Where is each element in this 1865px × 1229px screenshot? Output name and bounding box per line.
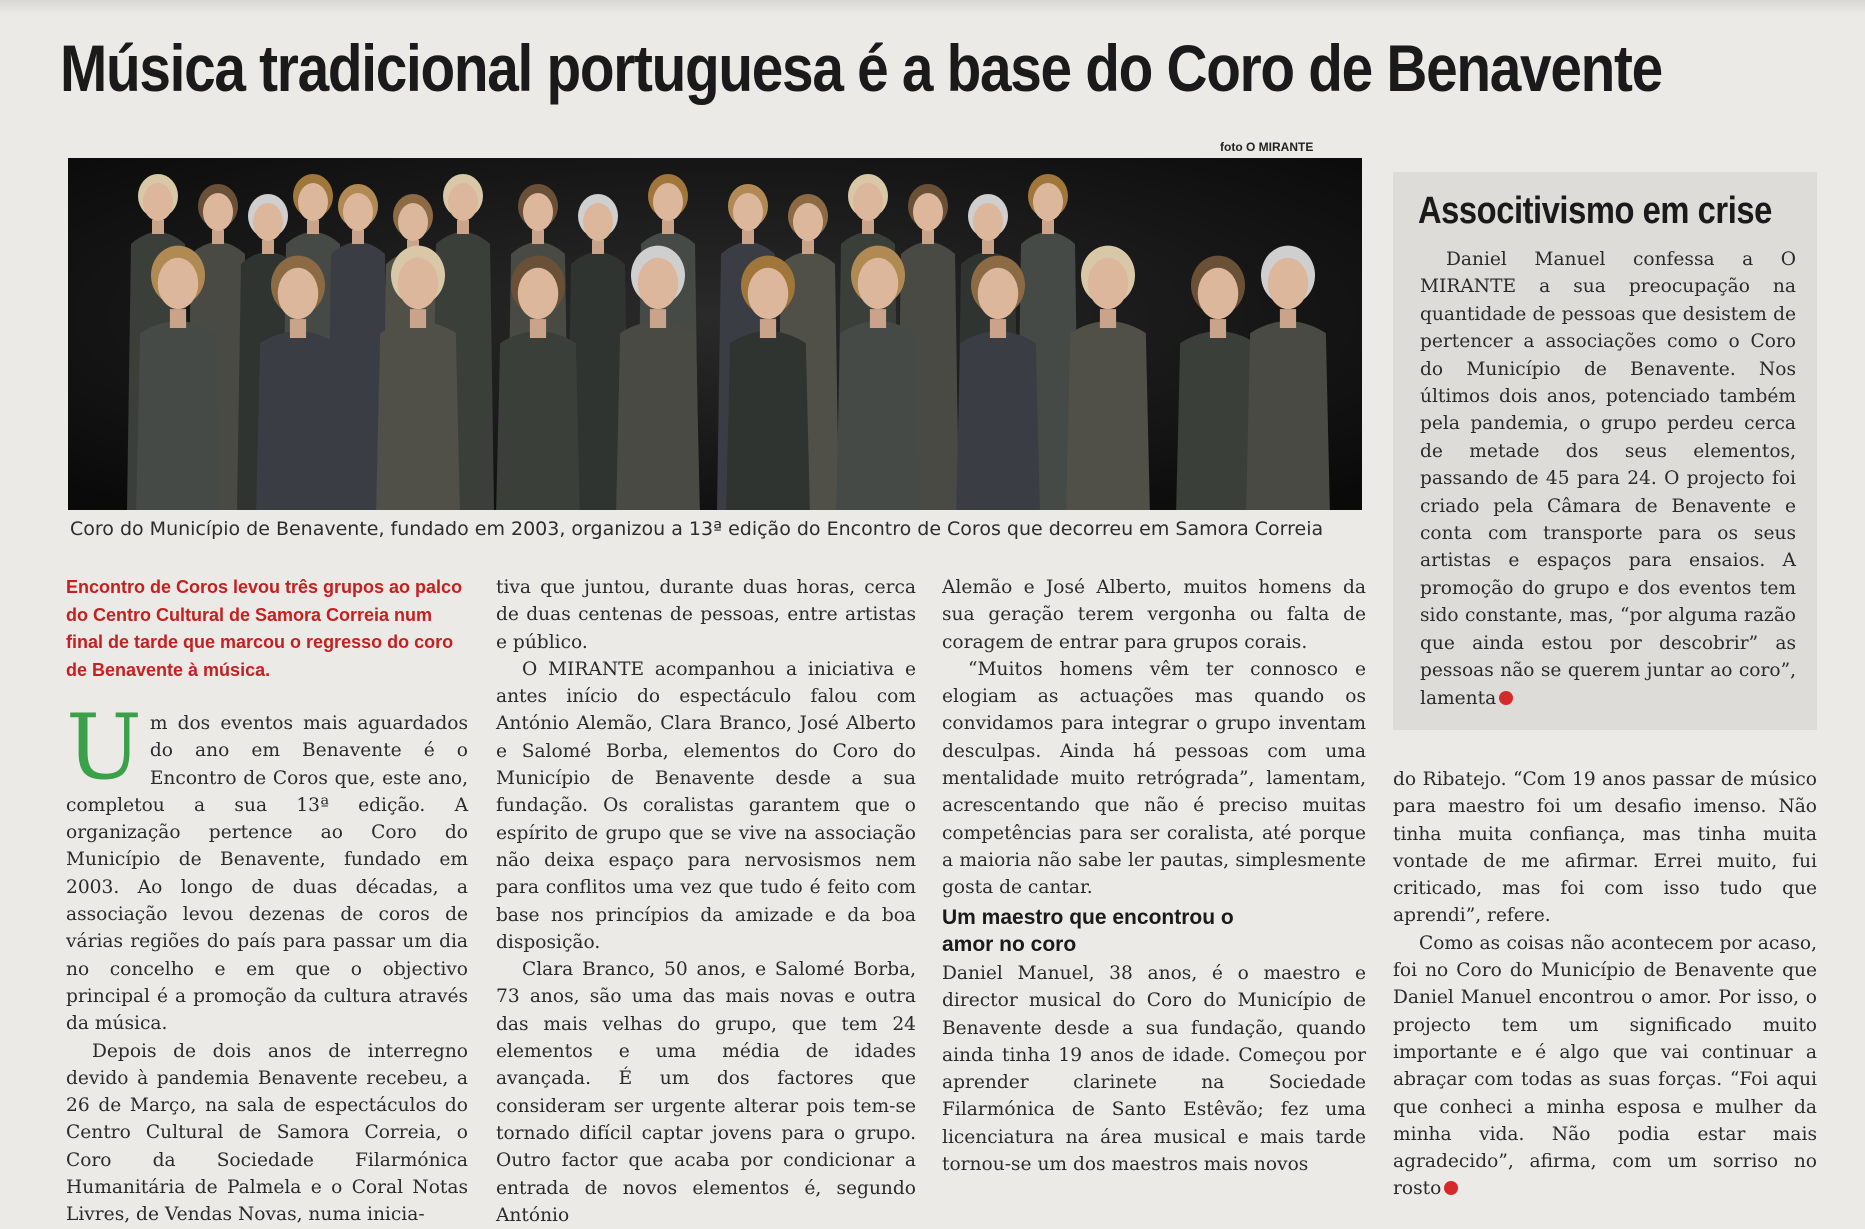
article-column-2: [496, 574, 916, 1229]
photo-credit: foto O MIRANTE: [1220, 140, 1314, 154]
article-column-1: [66, 695, 468, 1229]
column-3-paragraph-1: Alemão e José Alberto, muitos homens da sua geração terem vergonha ou falta de coragem de entrar para grupos corais.: [942, 577, 1366, 653]
drop-cap: U: [66, 695, 142, 800]
page-top-strip: [0, 0, 1865, 14]
column-4-paragraph-2: Como as coisas não acontecem por acaso, foi no Coro do Município de Benavente que Daniel Manuel encontrou o amor. Por isso, o projecto tem um significado muito importante e é algo que vai continuar a abraçar com todas as suas forças. “Foi aqui que conheci a minha esposa e mulher da minha vida. Não podia estar mais agradecido”, afirma, com um sorriso no rosto: [1393, 932, 1817, 1200]
article-column-3-continued: [942, 960, 1366, 1178]
end-of-article-dot: [1444, 1181, 1458, 1195]
sidebar-title: Associtivismo em crise: [1418, 190, 1772, 232]
article-column-4: [1393, 766, 1817, 1203]
end-of-article-dot: [1499, 691, 1513, 705]
column-1-paragraph-2: Depois de dois anos de interregno devido à pandemia Benavente recebeu, a 26 de Março, na sala de espectáculos do Centro Cultural de Samora Correia, o Coro da Sociedade Filarmónica Humanitária de Palmela e o Coral Notas Livres, de Vendas Novas, numa inicia-: [66, 1040, 468, 1226]
section-subhead: Um maestro que encontrou o amor no coro: [942, 906, 1234, 956]
article-lead: Encontro de Coros levou três grupos ao palco do Centro Cultural de Samora Correia num final de tarde que marcou o regresso do coro de Benavente à música.: [66, 577, 463, 680]
column-2-paragraph-3: Clara Branco, 50 anos, e Salomé Borba, 73 anos, são uma das mais novas e outra das mais velhas do grupo, que tem 24 elementos e uma média de idades avançada. É um dos factores que consideram ser urgente alterar pois tem-se tornado difícil captar jovens para o grupo. Outro factor que acaba por condicionar a entrada de novos elementos é, segundo António: [496, 959, 916, 1226]
column-3-paragraph-3: Daniel Manuel, 38 anos, é o maestro e director musical do Coro do Município de Benavente desde a sua fundação, quando ainda tinha 19 anos de idade. Começou por aprender clarinete na Sociedade Filarmónica de Santo Estêvão; fez uma licenciatura na área musical e mais tarde tornou-se um dos maestros mais novos: [942, 963, 1366, 1176]
headline: Música tradicional portuguesa é a base do Coro de Benavente: [60, 31, 1662, 105]
photo-caption: Coro do Município de Benavente, fundado em 2003, organizou a 13ª edição do Encontro de Coros que decorreu em Samora Correia: [70, 518, 1324, 540]
sidebar-paragraph: Daniel Manuel confessa a O MIRANTE a sua preocupação na quantidade de pessoas que desistem de pertencer a associações como o Coro do Município de Benavente. Nos últimos dois anos, potenciado também pela pandemia, o grupo perdeu cerca de metade dos seus elementos, passando de 45 para 24. O projecto foi criado pela Câmara de Benavente e conta com transporte para os seus artistas e espaços para ensaios. A promoção do grupo e dos eventos tem sido constante, mas, “por alguma razão que ainda estou por descobrir” as pessoas não se querem juntar ao coro”, lamenta: [1420, 249, 1796, 709]
column-4-paragraph-1: do Ribatejo. “Com 19 anos passar de músico para maestro foi um desafio imenso. Não tinha muita confiança, mas tinha muita vontade de me afirmar. Errei muito, fui criticado, mas foi com isso tudo que aprendi”, refere.: [1393, 769, 1817, 927]
choir-photo: [68, 158, 1362, 510]
sidebar-text: [1420, 246, 1796, 712]
choir-illustration: [68, 158, 1362, 510]
column-3-paragraph-2: “Muitos homens vêm ter connosco e elogiam as actuações mas quando os convidamos para integrar o grupo inventam desculpas. Ainda há pessoas com uma mentalidade muito retrógrada”, lamentam, acrescentando que não é preciso muitas competências para ser coralista, até porque a maioria não sabe ler pautas, simplesmente gosta de cantar.: [942, 658, 1366, 899]
article-column-3: [942, 574, 1366, 902]
column-2-paragraph-2: O MIRANTE acompanhou a iniciativa e antes início do espectáculo falou com António Alemão, Clara Branco, José Alberto e Salomé Borba, elementos do Coro do Município de Benavente desde a sua fundação. Os coralistas garantem que o espírito de grupo que se vive na associação não deixa espaço para nervosismos nem para conflitos uma vez que tudo é feito com base nos princípios da amizade e da boa disposição.: [496, 658, 916, 953]
column-2-paragraph-1: tiva que juntou, durante duas horas, cerca de duas centenas de pessoas, entre artistas e público.: [496, 577, 916, 653]
column-1-paragraph-1: Um dos eventos mais aguardados do ano em Benavente é o Encontro de Coros que, este ano, completou a sua 13ª edição. A organização pertence ao Coro do Município de Benavente, fundado em 2003. Ao longo de duas décadas, a associação levou dezenas de coros de várias regiões do país para passar um dia no concelho e em que o objectivo principal é a promoção da cultura através da música.: [66, 695, 468, 1035]
